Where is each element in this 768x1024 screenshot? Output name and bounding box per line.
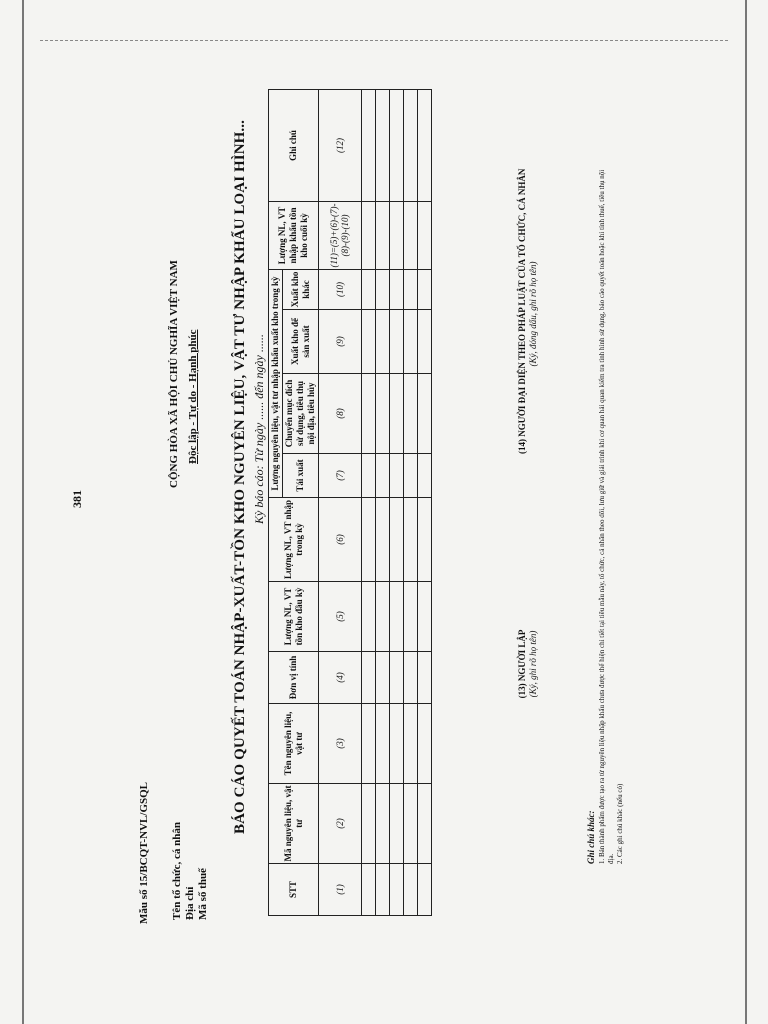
header-change-purpose: Chuyển mục đích sử dụng, tiêu thụ nội địa, tiêu hủy: [283, 374, 319, 454]
header-production-export: Xuất kho để sản xuất: [283, 310, 319, 374]
table-row: [362, 90, 376, 916]
header-re-export: Tái xuất: [283, 454, 319, 498]
col-number: (2): [319, 784, 362, 864]
header-unit: Đơn vị tính: [269, 652, 319, 704]
notes-heading: Ghi chú khác:: [586, 810, 596, 864]
org-address-field: Địa chỉ: [184, 886, 196, 920]
preparer-title: (13) NGƯỜI LẬP: [517, 629, 527, 699]
col-number: (1): [319, 864, 362, 916]
col-number: (9): [319, 310, 362, 374]
page-number: 381: [70, 490, 84, 508]
org-fields: [171, 760, 210, 920]
report-table: [268, 89, 432, 916]
org-tax-code-field: Mã số thuế: [197, 868, 209, 920]
preparer-note: (Ký, ghi rõ họ tên): [528, 630, 538, 698]
header-imported: Lượng NL, VT nhập trong kỳ: [269, 498, 319, 582]
table-row: [404, 90, 418, 916]
header-opening-stock: Lượng NL, VT tồn kho đầu kỳ: [269, 582, 319, 652]
note-item: 1. Bán thành phẩm được tạo ra từ nguyên liệu nhập khẩu chưa được thể hiện chi tiết tại tiêu mẫu này, tổ chức, cá nhân theo dõi, lưu giữ và giải trình khi cơ quan hải quan kiểm tra tình hình sử dụng, báo cáo quyết toán hoặc khi tính thuế, tiêu thụ nội địa.: [598, 169, 615, 864]
representative-note: (Ký, đóng dấu, ghi rõ họ tên): [528, 261, 538, 367]
col-number: (3): [319, 704, 362, 784]
note-item: 2. Các ghi chú khác (nếu có): [616, 783, 624, 864]
report-period: Kỳ báo cáo: Từ ngày ...... đến ngày ......: [252, 334, 266, 524]
col-number: (10): [319, 270, 362, 310]
col-number: (12): [319, 90, 362, 202]
nation-heading: CỘNG HÒA XÃ HỘI CHỦ NGHĨA VIỆT NAM: [168, 260, 180, 488]
motto: Độc lập - Tự do - Hạnh phúc: [187, 329, 199, 464]
header-other-export: Xuất kho khác: [283, 270, 319, 310]
col-number: (11)=(5)+(6)-(7)-(8)-(9)-(10): [319, 202, 362, 270]
header-material-name: Tên nguyên liệu, vật tư: [269, 704, 319, 784]
table-row: [418, 90, 432, 916]
col-number: (6): [319, 498, 362, 582]
header-exported-group: Lượng nguyên liệu, vật tư nhập khẩu xuất kho trong kỳ: [269, 270, 283, 498]
header-material-code: Mã nguyên liệu, vật tư: [269, 784, 319, 864]
representative-title: (14) NGƯỜI ĐẠI DIỆN THEO PHÁP LUẬT CỦA TỔ CHỨC, CÁ NHÂN: [517, 168, 527, 454]
col-number: (7): [319, 454, 362, 498]
preparer-signature: [517, 584, 539, 744]
column-number-row: [319, 90, 362, 916]
col-number: (5): [319, 582, 362, 652]
header-closing-stock: Lượng NL, VT nhập khẩu tồn kho cuối kỳ: [269, 202, 319, 270]
table-row: [376, 90, 390, 916]
representative-signature: [517, 168, 539, 454]
col-number: (8): [319, 374, 362, 454]
org-name-field: Tên tổ chức, cá nhân: [171, 822, 183, 920]
header-notes: Ghi chú: [269, 90, 319, 202]
header-stt: STT: [269, 864, 319, 916]
notes-list: [598, 164, 625, 864]
report-title: BÁO CÁO QUYẾT TOÁN NHẬP-XUẤT-TỒN KHO NGUYÊN LIỆU, VẬT TƯ NHẬP KHẨU LOẠI HÌNH...: [232, 120, 248, 834]
col-number: (4): [319, 652, 362, 704]
form-code: Mẫu số 15/BCQT-NVL/GSQL: [138, 781, 150, 924]
table-row: [390, 90, 404, 916]
